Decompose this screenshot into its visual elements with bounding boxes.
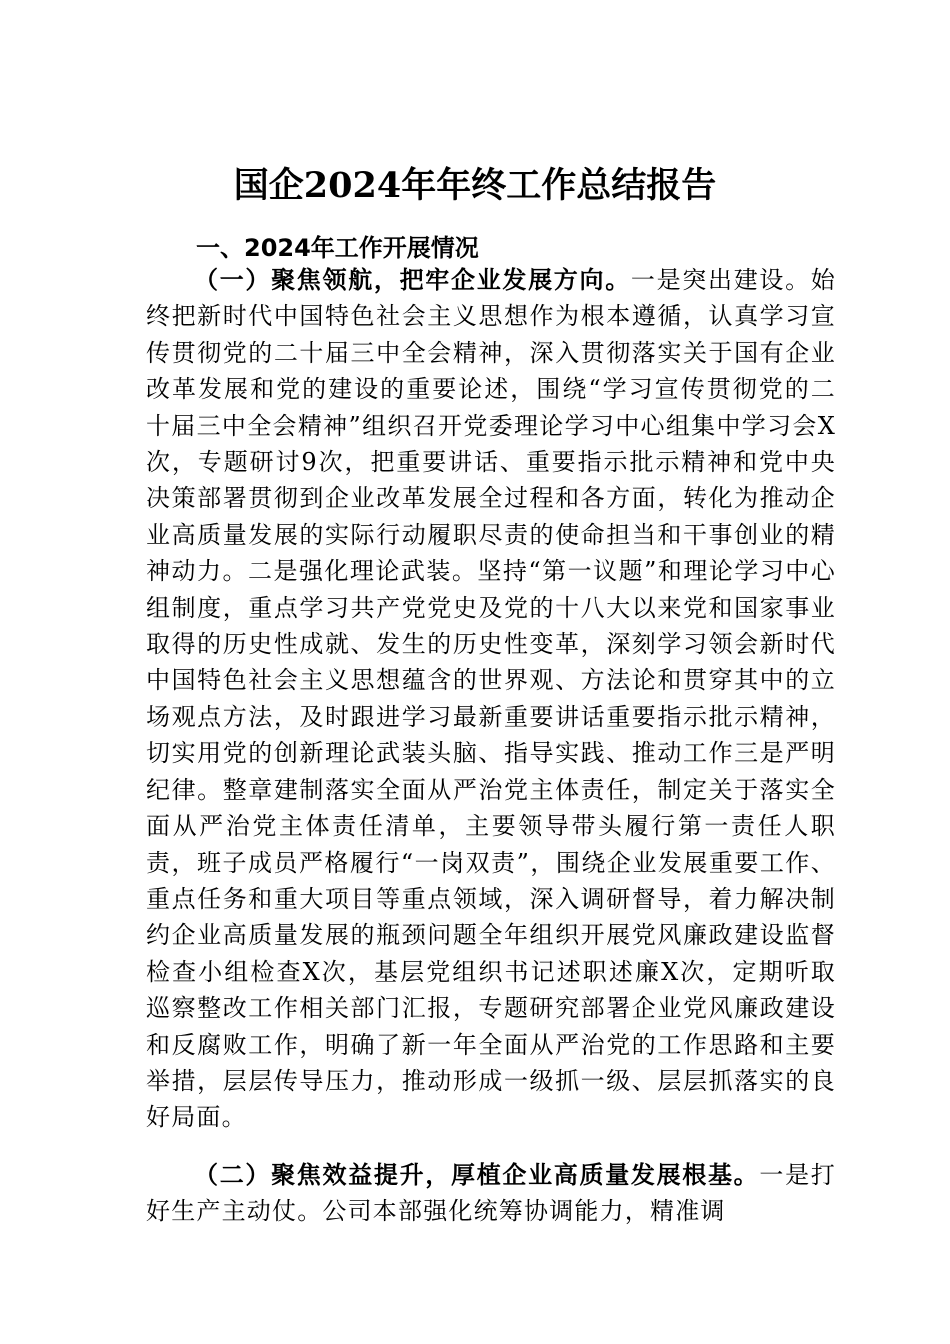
paragraph-1 (146, 262, 836, 1136)
section-heading: 一、2024年工作开展情况 (196, 234, 479, 262)
paragraph-2-text: 一是打好生产主动仗。公司本部强化统筹协调能力，精准调 (146, 1161, 836, 1226)
paragraph-2-lead: （二）聚焦效益提升，厚植企业高质量发展根基。 (194, 1160, 760, 1189)
paragraph-2 (146, 1157, 836, 1230)
document-title: 国企2024年年终工作总结报告 (233, 165, 717, 206)
paragraph-1-text: 一是突出建设。始终把新时代中国特色社会主义思想作为根本遵循，认真学习宣传贯彻党的二十届三中全会精神，深入贯彻落实关于国有企业改革发展和党的建设的重要论述，围绕“学习宣传贯彻党的二十届三中全会精神”组织召开党委理论学习中心组集中学习会X次，专题研讨9次，把重要讲话、重要指示批示精神和党中央决策部署贯彻到企业改革发展全过程和各方面，转化为推动企业高质量发展的实际行动履职尽责的使命担当和干事创业的精神动力。二是强化理论武装。坚持“第一议题”和理论学习中心组制度，重点学习共产党党史及党的十八大以来党和国家事业取得的历史性成就、发生的历史性变革，深刻学习领会新时代中国特色社会主义思想蕴含的世界观、方法论和贯穿其中的立场观点方法，及时跟进学习最新重要讲话重要指示批示精神，切实用党的创新理论武装头脑、指导实践、推动工作三是严明纪律。整章建制落实全面从严治党主体责任，制定关于落实全面从严治党主体责任清单，主要领导带头履行第一责任人职责，班子成员严格履行“一岗双责”，围绕企业发展重要工作、重点任务和重大项目等重点领域，深入调研督导，着力解决制约企业高质量发展的瓶颈问题全年组织开展党风廉政建设监督检查小组检查X次，基层党组织书记述职述廉X次，定期听取巡察整改工作相关部门汇报，专题研究部署企业党风廉政建设和反腐败工作，明确了新一年全面从严治党的工作思路和主要举措，层层传导压力，推动形成一级抓一级、层层抓落实的良好局面。 (146, 266, 836, 1132)
paragraph-1-lead: （一）聚焦领航，把牢企业发展方向。 (194, 265, 631, 294)
